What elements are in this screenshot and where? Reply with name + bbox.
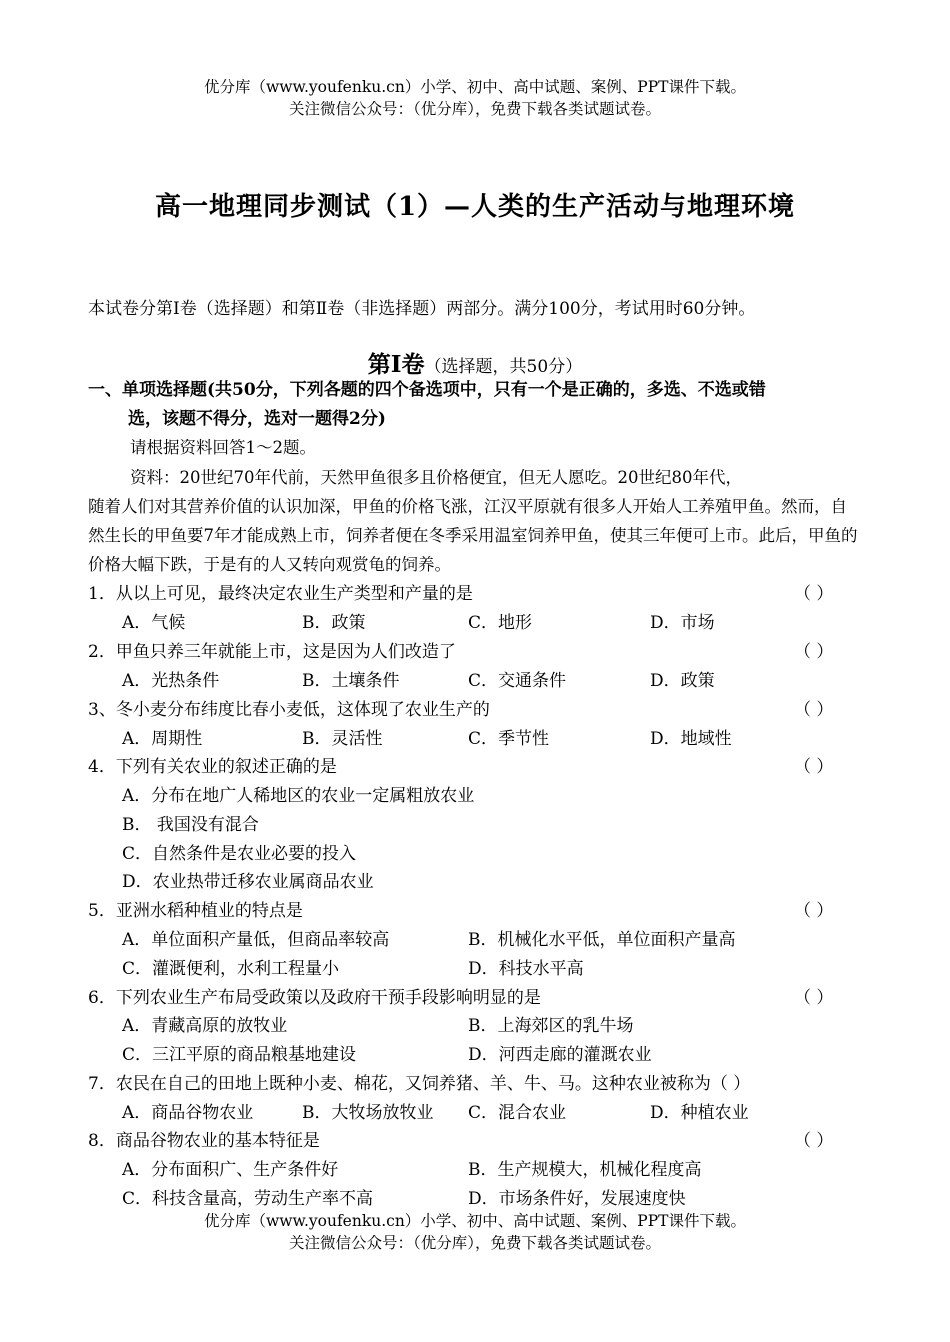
question-4-option-a (0, 781, 950, 810)
option-b: B．大牧场放牧业 (302, 1103, 434, 1123)
question-3-options (0, 724, 950, 753)
option-d: D．科技水平高 (468, 959, 584, 979)
question-stem: 8．商品谷物农业的基本特征是 (88, 1131, 320, 1151)
question-4 (0, 752, 950, 781)
option-b: B．土壤条件 (302, 671, 400, 691)
exam-intro: 本试卷分第Ⅰ卷（选择题）和第Ⅱ卷（非选择题）两部分。满分100分，考试用时60分钟。 (88, 299, 756, 319)
question-4-option-c (0, 839, 950, 868)
answer-blank: （ ） (794, 700, 834, 720)
watermark-line-1: 优分库（www.youfenku.cn）小学、初中、高中试题、案例、PPT课件下载。 (203, 1212, 747, 1230)
question-4-option-d (0, 867, 950, 896)
option-a: A．商品谷物农业 (122, 1103, 254, 1123)
question-6 (0, 983, 950, 1012)
material-hint: 请根据资料回答1～2题。 (130, 438, 316, 457)
option-a: A．青藏高原的放牧业 (122, 1016, 288, 1036)
option-b: B．灵活性 (302, 729, 383, 749)
option-c: C．三江平原的商品粮基地建设 (122, 1045, 357, 1065)
question-1-options (0, 608, 950, 637)
option-c: C．灌溉便利，水利工程量小 (122, 959, 340, 979)
question-7 (0, 1069, 950, 1098)
answer-blank: （ ） (794, 1131, 834, 1151)
answer-blank: （ ） (794, 584, 834, 604)
option-b: B．生产规模大，机械化程度高 (468, 1160, 702, 1180)
question-stem: 2．甲鱼只养三年就能上市，这是因为人们改造了 (88, 642, 456, 662)
option-a: A．光热条件 (122, 671, 220, 691)
answer-blank: （ ） (794, 901, 834, 921)
option-a: A．单位面积产量低，但商品率较高 (122, 930, 390, 950)
option-d: D．河西走廊的灌溉农业 (468, 1045, 652, 1065)
question-5-options-cd (0, 954, 950, 983)
question-stem: 1．从以上可见，最终决定农业生产类型和产量的是 (88, 584, 473, 604)
option-c: C．地形 (468, 613, 533, 633)
question-5 (0, 896, 950, 925)
question-6-options-ab (0, 1011, 950, 1040)
option-d: D．市场条件好，发展速度快 (468, 1189, 686, 1209)
question-6-options-cd (0, 1040, 950, 1069)
watermark-line-2: 关注微信公众号：（优分库），免费下载各类试题试卷。 (288, 100, 661, 118)
option-a: A．分布在地广人稀地区的农业一定属粗放农业 (122, 786, 475, 806)
answer-blank: （ ） (794, 757, 834, 777)
answer-blank: （ ） (794, 988, 834, 1008)
option-b: B． 我国没有混合 (122, 815, 259, 835)
part-instructions-line-2: 选，该题不得分，选对一题得2分) (128, 409, 386, 429)
option-b: B．机械化水平低，单位面积产量高 (468, 930, 736, 950)
section-subtitle: （选择题，共50分） (424, 357, 583, 377)
section-heading (0, 346, 950, 379)
part-instructions (88, 376, 878, 434)
option-a: A．周期性 (122, 729, 203, 749)
question-1 (0, 579, 950, 608)
question-8-options-ab (0, 1155, 950, 1184)
option-c: C．科技含量高，劳动生产率不高 (122, 1189, 374, 1209)
option-d: D．农业热带迁移农业属商品农业 (122, 872, 374, 892)
option-c: C．交通条件 (468, 671, 567, 691)
question-stem: 4．下列有关农业的叙述正确的是 (88, 757, 337, 777)
question-4-option-b (0, 810, 950, 839)
answer-blank: （ ） (794, 642, 834, 662)
page-title: 高一地理同步测试（1）—人类的生产活动与地理环境 (154, 192, 796, 222)
question-2 (0, 637, 950, 666)
option-b: B．政策 (302, 613, 366, 633)
question-7-options (0, 1098, 950, 1127)
question-stem: 5．亚洲水稻种植业的特点是 (88, 901, 303, 921)
part-instructions-line-1: 一、单项选择题(共50分，下列各题的四个备选项中，只有一个是正确的，多选、不选或错 (88, 380, 766, 400)
watermark-line-2: 关注微信公众号：（优分库），免费下载各类试题试卷。 (288, 1234, 661, 1252)
option-d: D．地域性 (650, 729, 732, 749)
question-stem: 3、冬小麦分布纬度比春小麦低，这体现了农业生产的 (88, 700, 490, 720)
question-stem: 6．下列农业生产布局受政策以及政府干预手段影响明显的是 (88, 988, 541, 1008)
option-b: B．上海郊区的乳牛场 (468, 1016, 634, 1036)
option-a: A．分布面积广、生产条件好 (122, 1160, 339, 1180)
footer-watermark (0, 1210, 950, 1254)
question-8 (0, 1126, 950, 1155)
question-2-options (0, 666, 950, 695)
option-a: A．气候 (122, 613, 186, 633)
question-8-options-cd (0, 1184, 950, 1213)
watermark-line-1: 优分库（www.youfenku.cn）小学、初中、高中试题、案例、PPT课件下载。 (203, 78, 747, 96)
material-first-line: 资料：20世纪70年代前，天然甲鱼很多且价格便宜，但无人愿吃。20世纪80年代， (130, 468, 742, 487)
option-d: D．政策 (650, 671, 715, 691)
option-d: D．种植农业 (650, 1103, 749, 1123)
question-5-options-ab (0, 925, 950, 954)
option-c: C．混合农业 (468, 1103, 567, 1123)
material-passage (88, 463, 863, 579)
question-stem: 7．农民在自己的田地上既种小麦、棉花，又饲养猪、羊、牛、马。这种农业被称为（ ） (88, 1074, 751, 1094)
option-c: C．季节性 (468, 729, 550, 749)
header-watermark (0, 76, 950, 120)
option-d: D．市场 (650, 613, 715, 633)
question-3 (0, 695, 950, 724)
option-c: C．自然条件是农业必要的投入 (122, 844, 357, 864)
material-rest: 随着人们对其营养价值的认识加深，甲鱼的价格飞涨，江汉平原就有很多人开始人工养殖甲鱼。然而，自然生长的甲鱼要7年才能成熟上市，饲养者便在冬季采用温室饲养甲鱼，使其三年便可上市。此后，甲鱼的价格大幅下跌，于是有的人又转向观赏龟的饲养。 (88, 497, 858, 574)
section-title: 第Ⅰ卷 (367, 351, 425, 378)
